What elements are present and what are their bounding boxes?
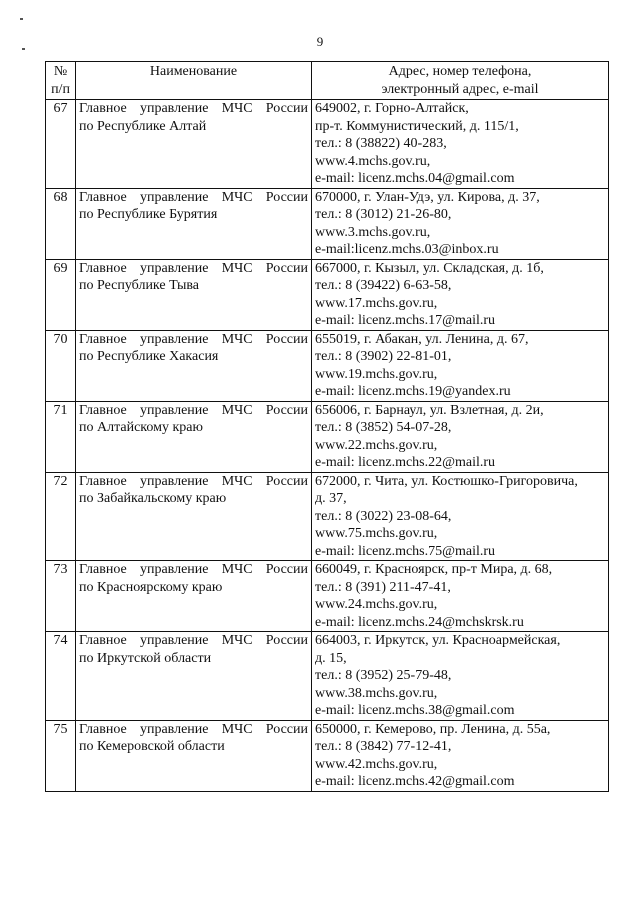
organization-name bbox=[76, 188, 312, 259]
contact-details bbox=[312, 330, 609, 401]
name-line: по Красноярскому краю bbox=[79, 579, 223, 595]
row-number: 68 bbox=[46, 188, 76, 259]
name-line: Главное управление МЧС России bbox=[79, 721, 308, 737]
organization-name bbox=[76, 720, 312, 791]
address-line: www.17.mchs.gov.ru, bbox=[315, 295, 438, 311]
table-row bbox=[46, 330, 609, 401]
row-number: 73 bbox=[46, 561, 76, 632]
address-line: тел.: 8 (39422) 6-63-58, bbox=[315, 278, 452, 293]
row-number: 67 bbox=[46, 100, 76, 189]
row-number: 69 bbox=[46, 259, 76, 330]
address-line: e-mail: licenz.mchs.19@yandex.ru bbox=[315, 384, 511, 399]
table-row bbox=[46, 188, 609, 259]
address-line: тел.: 8 (38822) 40-283, bbox=[315, 136, 447, 151]
page-number: 9 bbox=[316, 34, 324, 49]
organization-name bbox=[76, 259, 312, 330]
header-address: Адрес, номер телефона, электронный адрес, e-mail bbox=[312, 62, 609, 100]
address-line: тел.: 8 (3012) 21-26-80, bbox=[315, 207, 452, 222]
name-line: по Кемеровской области bbox=[79, 739, 225, 754]
address-line: www.24.mchs.gov.ru, bbox=[315, 597, 438, 612]
address-line: e-mail: licenz.mchs.17@mail.ru bbox=[315, 313, 496, 328]
contact-details bbox=[312, 472, 609, 561]
table-row bbox=[46, 100, 609, 189]
name-line: Главное управление МЧС России bbox=[79, 101, 308, 116]
organization-name bbox=[76, 561, 312, 632]
organization-name bbox=[76, 472, 312, 561]
address-line: e-mail: licenz.mchs.75@mail.ru bbox=[315, 543, 496, 559]
address-line: 667000, г. Кызыл, ул. Складская, д. 1б, bbox=[315, 260, 544, 276]
name-line: Главное управление МЧС России bbox=[79, 633, 308, 648]
organization-name bbox=[76, 401, 312, 472]
address-line: www.42.mchs.gov.ru, bbox=[315, 756, 438, 772]
name-line: по Иркутской области bbox=[79, 650, 212, 666]
address-line: e-mail: licenz.mchs.04@gmail.com bbox=[315, 171, 515, 186]
address-line: e-mail: licenz.mchs.22@mail.ru bbox=[315, 455, 496, 470]
contact-details bbox=[312, 188, 609, 259]
scan-mark bbox=[20, 18, 23, 20]
contact-details bbox=[312, 720, 609, 791]
name-line: по Республике Бурятия bbox=[79, 207, 218, 222]
contact-details bbox=[312, 100, 609, 189]
name-line: Главное управление МЧС России bbox=[79, 189, 308, 205]
table-row bbox=[46, 720, 609, 791]
address-line: www.4.mchs.gov.ru, bbox=[315, 153, 431, 169]
name-line: Главное управление МЧС России bbox=[79, 331, 308, 347]
table-header-row bbox=[46, 62, 609, 100]
organization-name bbox=[76, 632, 312, 721]
address-line: тел.: 8 (3952) 25-79-48, bbox=[315, 668, 452, 683]
table-row bbox=[46, 472, 609, 561]
address-line: 650000, г. Кемерово, пр. Ленина, д. 55а, bbox=[315, 721, 551, 737]
address-line: 656006, г. Барнаул, ул. Взлетная, д. 2и, bbox=[315, 402, 544, 418]
address-line: e-mail: licenz.mchs.24@mchskrsk.ru bbox=[315, 614, 524, 630]
registry-table bbox=[45, 61, 609, 792]
address-line: 660049, г. Красноярск, пр-т Мира, д. 68, bbox=[315, 562, 553, 577]
table-row bbox=[46, 561, 609, 632]
address-line: e-mail: licenz.mchs.42@gmail.com bbox=[315, 774, 515, 789]
row-number: 71 bbox=[46, 401, 76, 472]
organization-name bbox=[76, 100, 312, 189]
contact-details bbox=[312, 632, 609, 721]
address-line: 655019, г. Абакан, ул. Ленина, д. 67, bbox=[315, 331, 529, 347]
row-number: 75 bbox=[46, 720, 76, 791]
address-line: e-mail: licenz.mchs.38@gmail.com bbox=[315, 703, 515, 718]
address-line: пр-т. Коммунистический, д. 115/1, bbox=[315, 118, 519, 134]
contact-details bbox=[312, 401, 609, 472]
address-line: тел.: 8 (3022) 23-08-64, bbox=[315, 508, 452, 524]
address-line: тел.: 8 (391) 211-47-41, bbox=[315, 579, 451, 595]
address-line: www.38.mchs.gov.ru, bbox=[315, 685, 438, 701]
address-line: www.75.mchs.gov.ru, bbox=[315, 526, 438, 541]
header-num: № п/п bbox=[46, 62, 76, 100]
address-line: 670000, г. Улан-Удэ, ул. Кирова, д. 37, bbox=[315, 189, 540, 205]
table-row bbox=[46, 259, 609, 330]
header-name: Наименование bbox=[76, 62, 312, 100]
name-line: Главное управление МЧС России bbox=[79, 260, 308, 276]
name-line: Главное управление МЧС России bbox=[79, 402, 308, 418]
organization-name bbox=[76, 330, 312, 401]
table-row bbox=[46, 632, 609, 721]
contact-details bbox=[312, 561, 609, 632]
address-line: тел.: 8 (3842) 77-12-41, bbox=[315, 739, 452, 754]
address-line: 649002, г. Горно-Алтайск, bbox=[315, 101, 469, 116]
address-line: тел.: 8 (3852) 54-07-28, bbox=[315, 420, 452, 435]
row-number: 72 bbox=[46, 472, 76, 561]
row-number: 70 bbox=[46, 330, 76, 401]
address-line: www.3.mchs.gov.ru, bbox=[315, 224, 431, 240]
name-line: по Алтайскому краю bbox=[79, 420, 203, 435]
address-line: 664003, г. Иркутск, ул. Красноармейская, bbox=[315, 633, 561, 648]
row-number: 74 bbox=[46, 632, 76, 721]
name-line: Главное управление МЧС России bbox=[79, 562, 308, 577]
address-line: д. 37, bbox=[315, 491, 347, 506]
name-line: по Республике Тыва bbox=[79, 278, 199, 293]
address-line: д. 15, bbox=[315, 650, 347, 666]
address-line: www.19.mchs.gov.ru, bbox=[315, 366, 438, 382]
table-row bbox=[46, 401, 609, 472]
contact-details bbox=[312, 259, 609, 330]
name-line: Главное управление МЧС России bbox=[79, 473, 308, 489]
name-line: по Забайкальскому краю bbox=[79, 491, 227, 506]
address-line: тел.: 8 (3902) 22-81-01, bbox=[315, 349, 452, 364]
address-line: e-mail:licenz.mchs.03@inbox.ru bbox=[315, 242, 499, 257]
address-line: 672000, г. Чита, ул. Костюшко-Григоровича, bbox=[315, 473, 578, 489]
name-line: по Республике Хакасия bbox=[79, 349, 219, 364]
name-line: по Республике Алтай bbox=[79, 118, 207, 134]
address-line: www.22.mchs.gov.ru, bbox=[315, 437, 438, 453]
